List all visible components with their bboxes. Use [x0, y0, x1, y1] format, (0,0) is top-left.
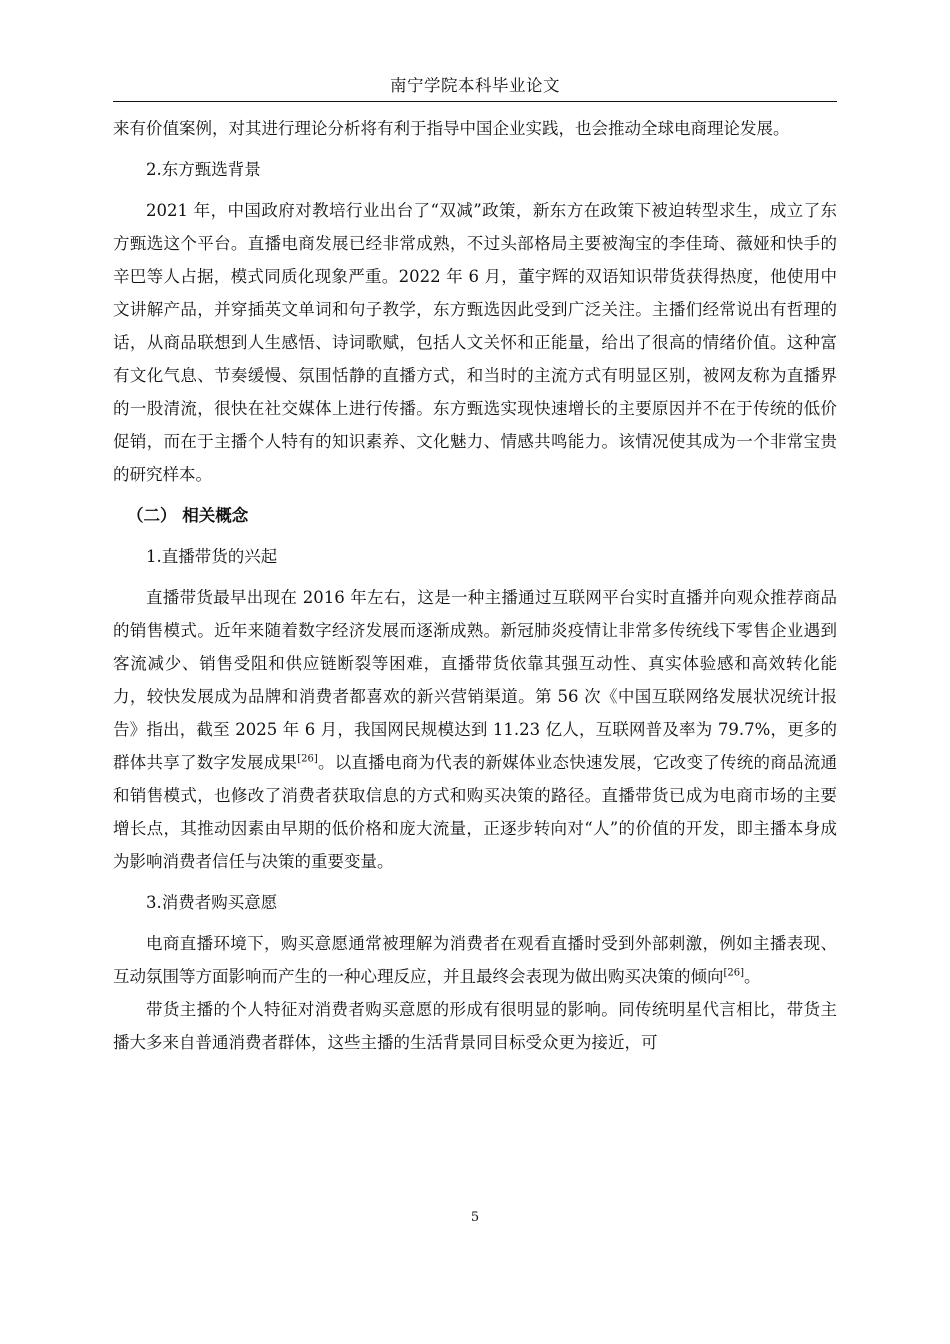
citation-reference: [26] — [297, 753, 318, 765]
header-rule — [113, 101, 837, 102]
page-header: 南宁学院本科毕业论文 — [390, 76, 560, 95]
paragraph-text: 。以直播电商为代表的新媒体业态快速发展，它改变了传统的商品流通和销售模式，也修改了消费者获取信息的方式和购买决策的路径。直播带货已成为电商市场的主要增长点，其推动因素由早期的低价格和庞大流量，正逐步转向对“人”的价值的开发，即主播本身成为影响消费者信任与决策的重要变量。 — [113, 753, 838, 871]
paragraph-text: 电商直播环境下，购买意愿通常被理解为消费者在观看直播时受到外部刺激，例如主播表现、互动氛围等方面影响而产生的一种心理反应，并且最终会表现为做出购买决策的倾向 — [113, 934, 837, 986]
section-heading-related-concepts: （二） 相关概念 — [127, 506, 249, 525]
paragraph-text: 。 — [744, 967, 761, 986]
paragraph-host-characteristics: 带货主播的个人特征对消费者购买意愿的形成有很明显的影响。同传统明星代言相比，带货主播大多来自普通消费者群体，这些主播的生活背景同目标受众更为接近，可 — [113, 1000, 837, 1052]
subheading-purchase-intention: 3.消费者购买意愿 — [146, 893, 278, 912]
paragraph-continuation: 来有价值案例，对其进行理论分析将有利于指导中国企业实践，也会推动全球电商理论发展。 — [113, 119, 790, 138]
paragraph-east-selection: 2021 年，中国政府对教培行业出台了“双减”政策，新东方在政策下被迫转型求生，成立了东方甄选这个平台。直播电商发展已经非常成熟，不过头部格局主要被淘宝的李佳琦、薇娅和快手的辛巴等人占据，模式同质化现象严重。2022 年 6 月，董宇辉的双语知识带货获得热度，他使用中文讲解产品，并穿插英文单词和句子教学，东方甄选因此受到广泛关注。主播们经常说出有哲理的话，从商品联想到人生感悟、诗词歌赋，包括人文关怀和正能量，给出了很高的情绪价值。这种富有文化气息、节奏缓慢、氛围恬静的直播方式，和当时的主流方式有明显区别，被网友称为直播界的一股清流，很快在社交媒体上进行传播。东方甄选实现快速增长的主要原因并不在于传统的低价促销，而在于主播个人特有的知识素养、文化魅力、情感共鸣能力。该情况使其成为一个非常宝贵的研究样本。 — [113, 201, 837, 484]
page-number: 5 — [470, 1210, 480, 1225]
subheading-live-commerce-rise: 1.直播带货的兴起 — [146, 547, 278, 566]
page-body — [113, 112, 837, 1059]
paragraph-purchase-intention — [113, 927, 837, 993]
citation-reference: [26] — [723, 967, 745, 979]
paragraph-text: 直播带货最早出现在 2016 年左右，这是一种主播通过互联网平台实时直播并向观众推荐商品的销售模式。近年来随着数字经济发展而逐渐成熟。新冠肺炎疫情让非常多传统线下零售企业遇到客流减少、销售受阻和供应链断裂等困难，直播带货依靠其强互动性、真实体验感和高效转化能力，较快发展成为品牌和消费者都喜欢的新兴营销渠道。第 56 次《中国互联网络发展状况统计报告》指出，截至 2025 年 6 月，我国网民规模达到 11.23 亿人，互联网普及率为 79.7%，更多的群体共享了数字发展成果 — [113, 588, 837, 772]
subheading-east-selection-background: 2.东方甄选背景 — [146, 160, 261, 179]
paragraph-live-commerce — [113, 581, 837, 878]
